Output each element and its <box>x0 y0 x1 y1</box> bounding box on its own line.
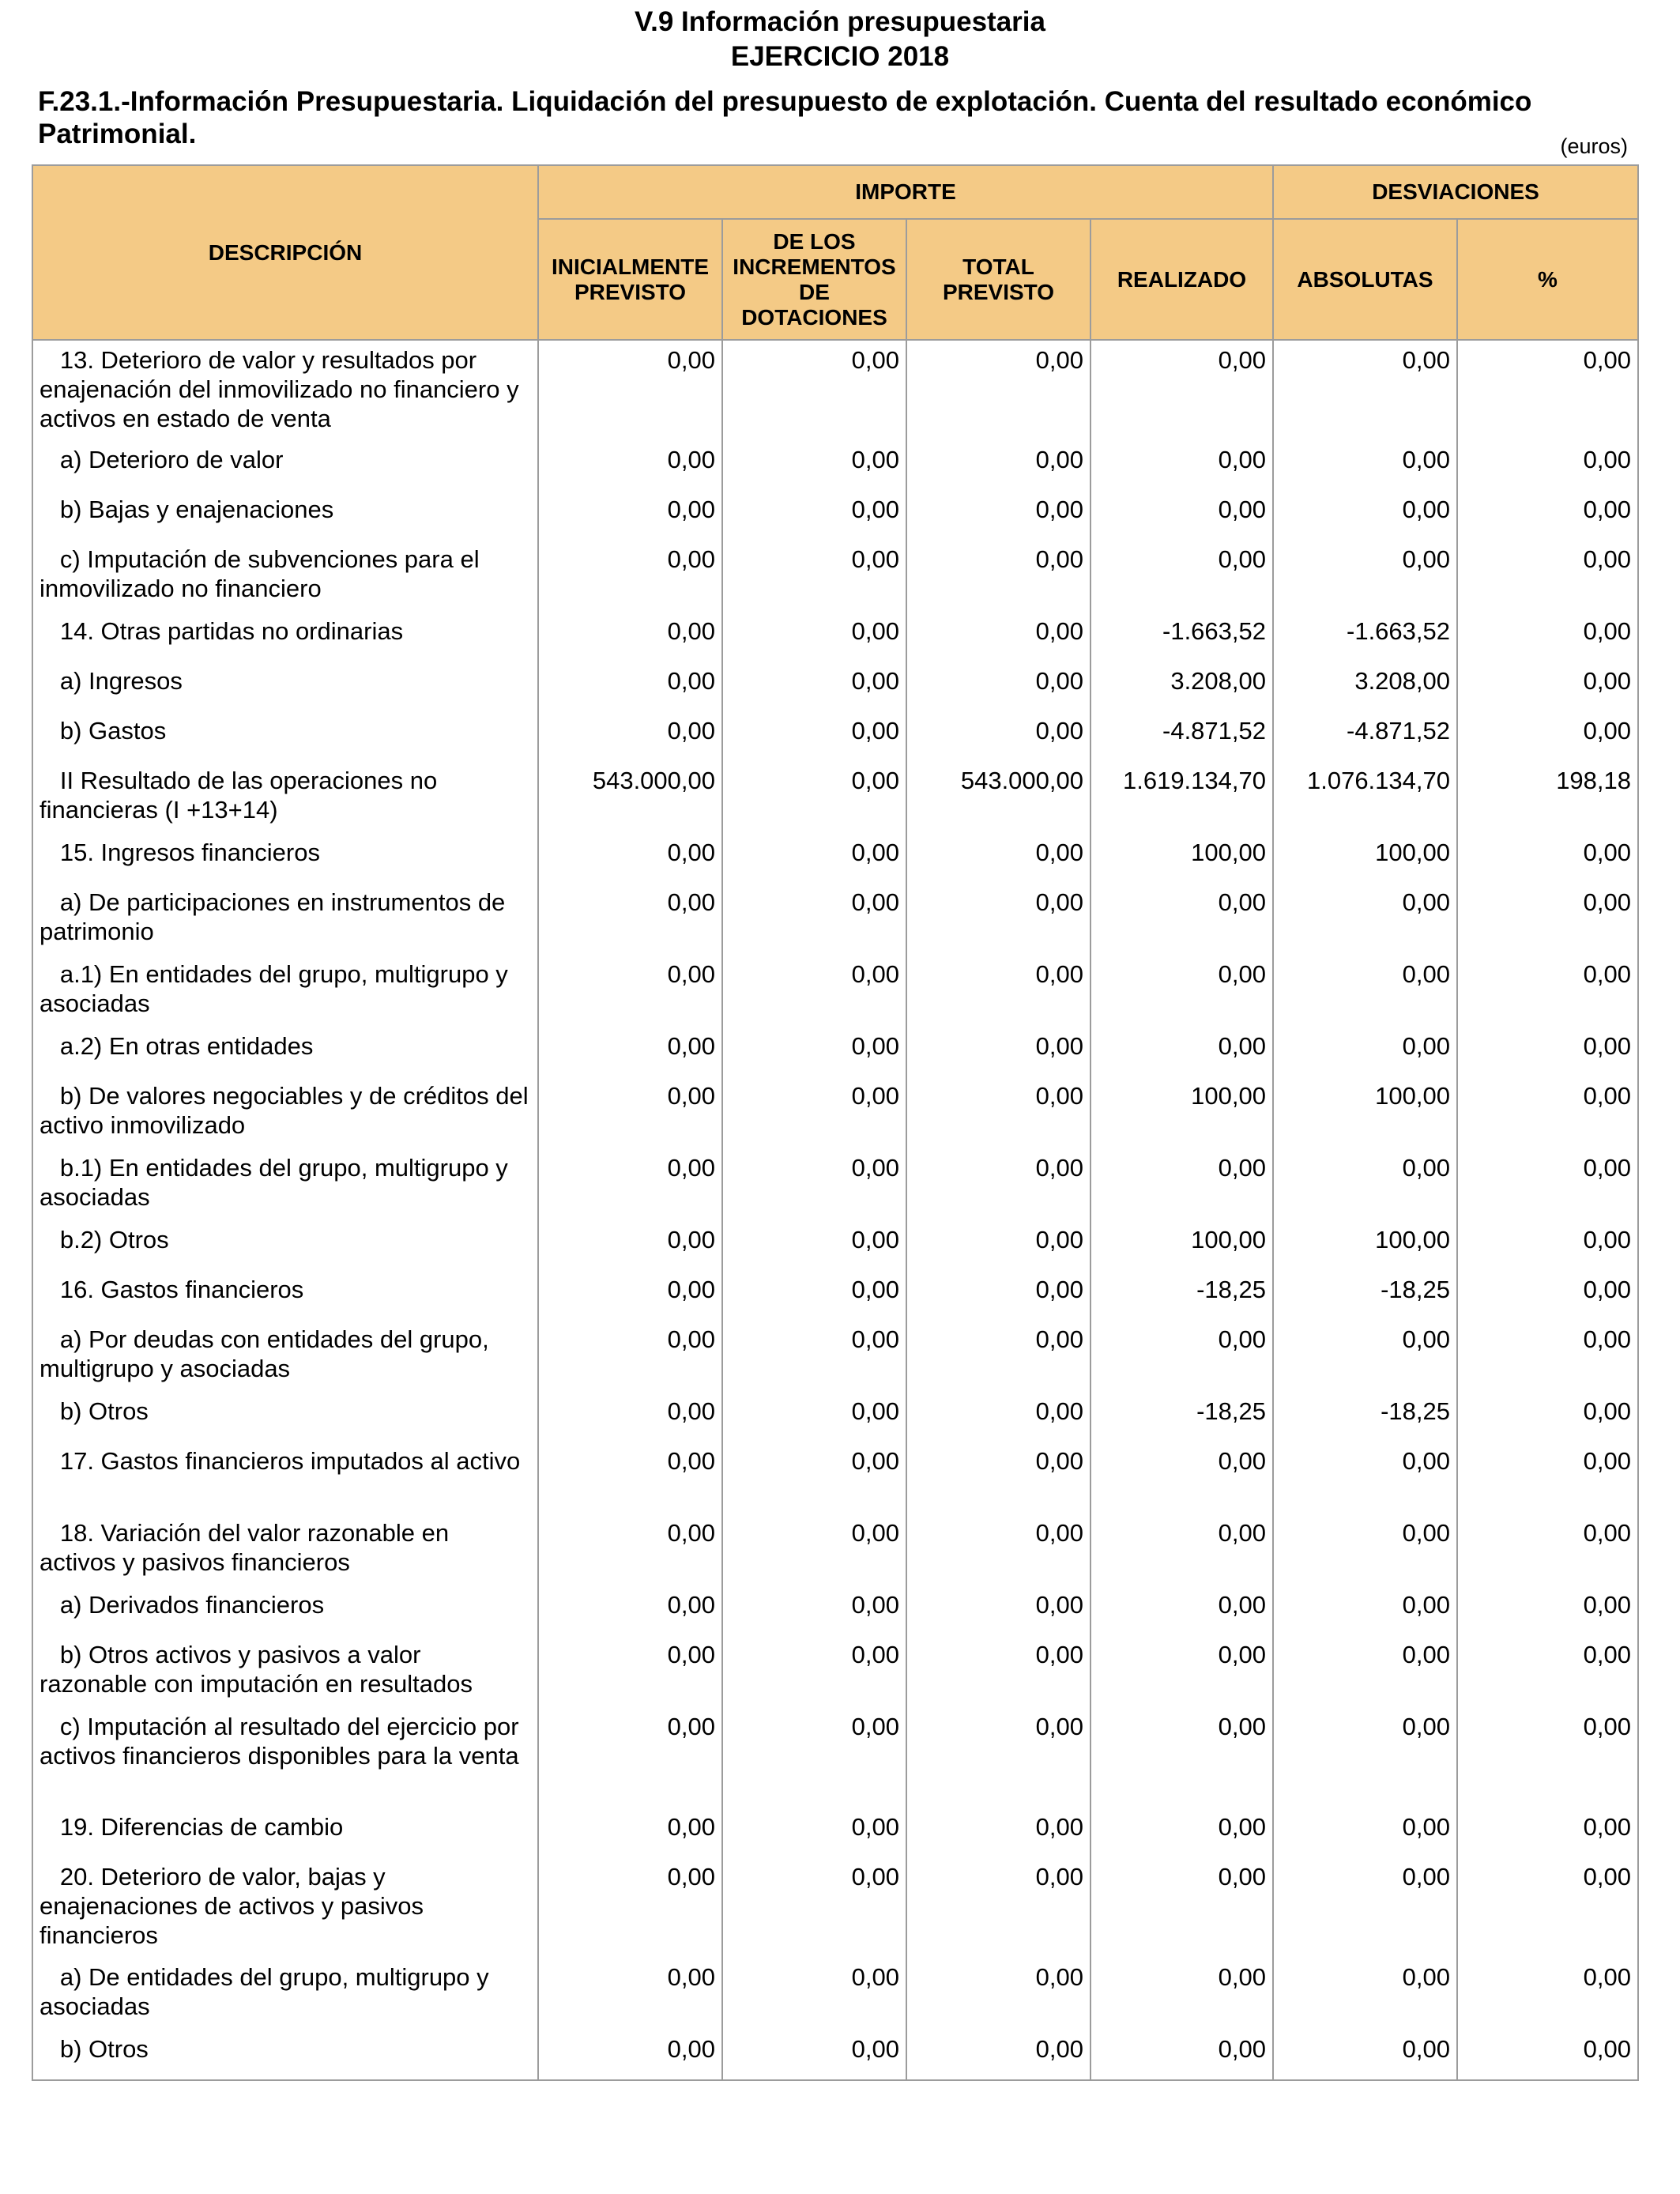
cell-incrementos: 0,00 <box>722 1148 906 1220</box>
table-row <box>32 1442 1638 1514</box>
cell-total: 0,00 <box>906 883 1090 955</box>
cell-inicial: 0,00 <box>538 440 722 490</box>
cell-total: 0,00 <box>906 1148 1090 1220</box>
cell-total: 0,00 <box>906 1027 1090 1076</box>
cell-pct: 0,00 <box>1457 1148 1638 1220</box>
cell-descripcion: b.1) En entidades del grupo, multigrupo y asociadas <box>32 1148 538 1220</box>
cell-total: 0,00 <box>906 1635 1090 1707</box>
col-header-pct: % <box>1457 219 1638 340</box>
cell-realizado: 0,00 <box>1090 1958 1273 2030</box>
cell-absolutas: 100,00 <box>1273 1220 1457 1270</box>
cell-inicial: 0,00 <box>538 1220 722 1270</box>
cell-total: 0,00 <box>906 1514 1090 1585</box>
cell-pct: 0,00 <box>1457 490 1638 540</box>
cell-incrementos: 0,00 <box>722 955 906 1027</box>
cell-absolutas: 0,00 <box>1273 1635 1457 1707</box>
cell-descripcion: b) Otros <box>32 1392 538 1442</box>
cell-incrementos: 0,00 <box>722 662 906 711</box>
table-row <box>32 490 1638 540</box>
budget-table <box>32 164 1639 2081</box>
cell-pct: 0,00 <box>1457 711 1638 761</box>
cell-descripcion: a.2) En otras entidades <box>32 1027 538 1076</box>
cell-realizado: -18,25 <box>1090 1270 1273 1320</box>
cell-incrementos: 0,00 <box>722 1585 906 1635</box>
cell-incrementos: 0,00 <box>722 612 906 662</box>
cell-realizado: 100,00 <box>1090 1220 1273 1270</box>
cell-pct: 0,00 <box>1457 1442 1638 1514</box>
cell-total: 543.000,00 <box>906 761 1090 833</box>
cell-pct: 0,00 <box>1457 1392 1638 1442</box>
table-row <box>32 1220 1638 1270</box>
table-row <box>32 440 1638 490</box>
table-row <box>32 612 1638 662</box>
cell-pct: 0,00 <box>1457 1857 1638 1958</box>
cell-absolutas: 0,00 <box>1273 1442 1457 1514</box>
cell-descripcion: 14. Otras partidas no ordinarias <box>32 612 538 662</box>
cell-total: 0,00 <box>906 1442 1090 1514</box>
cell-descripcion: b) Gastos <box>32 711 538 761</box>
cell-total: 0,00 <box>906 612 1090 662</box>
cell-inicial: 0,00 <box>538 490 722 540</box>
table-row <box>32 711 1638 761</box>
table-body <box>32 340 1638 2080</box>
cell-descripcion: a) Deterioro de valor <box>32 440 538 490</box>
cell-realizado: 1.619.134,70 <box>1090 761 1273 833</box>
cell-total: 0,00 <box>906 1270 1090 1320</box>
cell-pct: 0,00 <box>1457 440 1638 490</box>
cell-inicial: 0,00 <box>538 1514 722 1585</box>
cell-total: 0,00 <box>906 1076 1090 1148</box>
cell-descripcion: 18. Variación del valor razonable en activos y pasivos financieros <box>32 1514 538 1585</box>
cell-incrementos: 0,00 <box>722 711 906 761</box>
cell-total: 0,00 <box>906 340 1090 440</box>
cell-descripcion: 16. Gastos financieros <box>32 1270 538 1320</box>
cell-total: 0,00 <box>906 440 1090 490</box>
table-row <box>32 1585 1638 1635</box>
cell-pct: 0,00 <box>1457 1320 1638 1392</box>
cell-inicial: 543.000,00 <box>538 761 722 833</box>
col-header-absolutas: ABSOLUTAS <box>1273 219 1457 340</box>
cell-incrementos: 0,00 <box>722 540 906 612</box>
cell-absolutas: 0,00 <box>1273 1808 1457 1857</box>
col-header-realizado: REALIZADO <box>1090 219 1273 340</box>
table-row <box>32 540 1638 612</box>
cell-inicial: 0,00 <box>538 1148 722 1220</box>
cell-total: 0,00 <box>906 955 1090 1027</box>
cell-realizado: 0,00 <box>1090 955 1273 1027</box>
cell-pct: 0,00 <box>1457 1635 1638 1707</box>
cell-absolutas: 0,00 <box>1273 1514 1457 1585</box>
cell-pct: 0,00 <box>1457 833 1638 883</box>
cell-incrementos: 0,00 <box>722 1857 906 1958</box>
cell-absolutas: 0,00 <box>1273 1148 1457 1220</box>
cell-absolutas: 0,00 <box>1273 340 1457 440</box>
cell-descripcion: b) Bajas y enajenaciones <box>32 490 538 540</box>
cell-inicial: 0,00 <box>538 1076 722 1148</box>
table-row <box>32 1148 1638 1220</box>
cell-pct: 0,00 <box>1457 883 1638 955</box>
cell-inicial: 0,00 <box>538 1320 722 1392</box>
cell-incrementos: 0,00 <box>722 883 906 955</box>
cell-incrementos: 0,00 <box>722 1027 906 1076</box>
cell-pct: 0,00 <box>1457 1958 1638 2030</box>
cell-inicial: 0,00 <box>538 1442 722 1514</box>
table-row <box>32 1392 1638 1442</box>
cell-inicial: 0,00 <box>538 1027 722 1076</box>
cell-absolutas: 0,00 <box>1273 1958 1457 2030</box>
cell-incrementos: 0,00 <box>722 1320 906 1392</box>
cell-realizado: 0,00 <box>1090 1707 1273 1808</box>
cell-realizado: 0,00 <box>1090 1148 1273 1220</box>
header-group-row <box>32 165 1638 219</box>
cell-realizado: 0,00 <box>1090 490 1273 540</box>
cell-incrementos: 0,00 <box>722 1392 906 1442</box>
cell-incrementos: 0,00 <box>722 1220 906 1270</box>
cell-descripcion: a) De entidades del grupo, multigrupo y asociadas <box>32 1958 538 2030</box>
cell-realizado: 0,00 <box>1090 2030 1273 2080</box>
cell-absolutas: 0,00 <box>1273 490 1457 540</box>
cell-incrementos: 0,00 <box>722 340 906 440</box>
cell-incrementos: 0,00 <box>722 1707 906 1808</box>
cell-incrementos: 0,00 <box>722 1958 906 2030</box>
cell-total: 0,00 <box>906 1392 1090 1442</box>
cell-inicial: 0,00 <box>538 883 722 955</box>
cell-absolutas: -1.663,52 <box>1273 612 1457 662</box>
col-header-total: TOTAL PREVISTO <box>906 219 1090 340</box>
cell-total: 0,00 <box>906 1808 1090 1857</box>
cell-inicial: 0,00 <box>538 833 722 883</box>
cell-inicial: 0,00 <box>538 340 722 440</box>
cell-incrementos: 0,00 <box>722 2030 906 2080</box>
cell-incrementos: 0,00 <box>722 1442 906 1514</box>
cell-realizado: 0,00 <box>1090 1808 1273 1857</box>
section-title: V.9 Información presupuestaria <box>635 6 1045 37</box>
cell-absolutas: 0,00 <box>1273 1857 1457 1958</box>
cell-inicial: 0,00 <box>538 955 722 1027</box>
cell-pct: 0,00 <box>1457 1027 1638 1076</box>
cell-incrementos: 0,00 <box>722 1514 906 1585</box>
col-header-incrementos: DE LOS INCREMENTOS DE DOTACIONES <box>722 219 906 340</box>
cell-absolutas: 0,00 <box>1273 1707 1457 1808</box>
cell-realizado: 0,00 <box>1090 1585 1273 1635</box>
cell-inicial: 0,00 <box>538 1808 722 1857</box>
cell-inicial: 0,00 <box>538 1585 722 1635</box>
group-header-importe: IMPORTE <box>538 165 1273 219</box>
cell-realizado: 0,00 <box>1090 1635 1273 1707</box>
cell-absolutas: -18,25 <box>1273 1392 1457 1442</box>
col-header-inicial: INICIALMENTE PREVISTO <box>538 219 722 340</box>
cell-absolutas: 0,00 <box>1273 2030 1457 2080</box>
cell-descripcion: c) Imputación de subvenciones para el inmovilizado no financiero <box>32 540 538 612</box>
cell-realizado: -1.663,52 <box>1090 612 1273 662</box>
cell-descripcion: b) Otros activos y pasivos a valor razonable con imputación en resultados <box>32 1635 538 1707</box>
table-row <box>32 833 1638 883</box>
cell-descripcion: a) Por deudas con entidades del grupo, multigrupo y asociadas <box>32 1320 538 1392</box>
cell-absolutas: 3.208,00 <box>1273 662 1457 711</box>
cell-total: 0,00 <box>906 540 1090 612</box>
cell-total: 0,00 <box>906 1958 1090 2030</box>
table-row <box>32 1958 1638 2030</box>
table-row <box>32 1808 1638 1857</box>
cell-realizado: 0,00 <box>1090 340 1273 440</box>
cell-inicial: 0,00 <box>538 540 722 612</box>
cell-realizado: 100,00 <box>1090 833 1273 883</box>
cell-total: 0,00 <box>906 833 1090 883</box>
group-header-desviaciones: DESVIACIONES <box>1273 165 1638 219</box>
cell-absolutas: -18,25 <box>1273 1270 1457 1320</box>
cell-realizado: 0,00 <box>1090 540 1273 612</box>
cell-inicial: 0,00 <box>538 1392 722 1442</box>
cell-descripcion: II Resultado de las operaciones no financieras (I +13+14) <box>32 761 538 833</box>
cell-absolutas: 0,00 <box>1273 1320 1457 1392</box>
cell-pct: 0,00 <box>1457 340 1638 440</box>
cell-descripcion: 13. Deterioro de valor y resultados por enajenación del inmovilizado no financiero y activos en estado de venta <box>32 340 538 440</box>
cell-total: 0,00 <box>906 1707 1090 1808</box>
exercise-title: EJERCICIO 2018 <box>730 41 950 72</box>
cell-incrementos: 0,00 <box>722 490 906 540</box>
cell-descripcion: 20. Deterioro de valor, bajas y enajenaciones de activos y pasivos financieros <box>32 1857 538 1958</box>
cell-absolutas: 0,00 <box>1273 1027 1457 1076</box>
cell-pct: 0,00 <box>1457 1514 1638 1585</box>
cell-realizado: 3.208,00 <box>1090 662 1273 711</box>
cell-incrementos: 0,00 <box>722 440 906 490</box>
cell-descripcion: b) De valores negociables y de créditos del activo inmovilizado <box>32 1076 538 1148</box>
cell-inicial: 0,00 <box>538 1958 722 2030</box>
cell-descripcion: a) Ingresos <box>32 662 538 711</box>
units-label: (euros) <box>1560 134 1628 158</box>
cell-realizado: 0,00 <box>1090 1027 1273 1076</box>
cell-total: 0,00 <box>906 2030 1090 2080</box>
table-row <box>32 1635 1638 1707</box>
cell-descripcion: b.2) Otros <box>32 1220 538 1270</box>
cell-absolutas: 1.076.134,70 <box>1273 761 1457 833</box>
cell-realizado: 100,00 <box>1090 1076 1273 1148</box>
cell-pct: 0,00 <box>1457 1707 1638 1808</box>
form-title: F.23.1.-Información Presupuestaria. Liquidación del presupuesto de explotación. Cuenta del resultado económico Patrimonial. <box>38 86 1532 149</box>
table-row <box>32 2030 1638 2080</box>
cell-inicial: 0,00 <box>538 612 722 662</box>
cell-descripcion: a) Derivados financieros <box>32 1585 538 1635</box>
cell-realizado: 0,00 <box>1090 1320 1273 1392</box>
cell-absolutas: 0,00 <box>1273 883 1457 955</box>
table-row <box>32 662 1638 711</box>
cell-inicial: 0,00 <box>538 1635 722 1707</box>
cell-descripcion: c) Imputación al resultado del ejercicio por activos financieros disponibles para la venta <box>32 1707 538 1808</box>
cell-total: 0,00 <box>906 711 1090 761</box>
cell-incrementos: 0,00 <box>722 1808 906 1857</box>
col-header-descripcion: DESCRIPCIÓN <box>32 165 538 340</box>
cell-descripcion: a.1) En entidades del grupo, multigrupo y asociadas <box>32 955 538 1027</box>
cell-pct: 0,00 <box>1457 662 1638 711</box>
cell-inicial: 0,00 <box>538 1707 722 1808</box>
cell-descripcion: 19. Diferencias de cambio <box>32 1808 538 1857</box>
cell-inicial: 0,00 <box>538 1857 722 1958</box>
cell-total: 0,00 <box>906 662 1090 711</box>
table-row <box>32 1320 1638 1392</box>
cell-pct: 0,00 <box>1457 1585 1638 1635</box>
cell-pct: 198,18 <box>1457 761 1638 833</box>
cell-inicial: 0,00 <box>538 711 722 761</box>
cell-absolutas: -4.871,52 <box>1273 711 1457 761</box>
cell-incrementos: 0,00 <box>722 761 906 833</box>
cell-inicial: 0,00 <box>538 1270 722 1320</box>
cell-pct: 0,00 <box>1457 1220 1638 1270</box>
cell-pct: 0,00 <box>1457 1808 1638 1857</box>
cell-pct: 0,00 <box>1457 612 1638 662</box>
cell-absolutas: 0,00 <box>1273 1585 1457 1635</box>
table-row <box>32 1707 1638 1808</box>
table-row <box>32 340 1638 440</box>
cell-descripcion: 17. Gastos financieros imputados al activo <box>32 1442 538 1514</box>
cell-pct: 0,00 <box>1457 1076 1638 1148</box>
table-row <box>32 883 1638 955</box>
cell-realizado: -4.871,52 <box>1090 711 1273 761</box>
table-row <box>32 1514 1638 1585</box>
cell-descripcion: a) De participaciones en instrumentos de patrimonio <box>32 883 538 955</box>
cell-realizado: 0,00 <box>1090 1514 1273 1585</box>
cell-absolutas: 100,00 <box>1273 833 1457 883</box>
cell-realizado: -18,25 <box>1090 1392 1273 1442</box>
cell-incrementos: 0,00 <box>722 833 906 883</box>
cell-inicial: 0,00 <box>538 662 722 711</box>
table-row <box>32 761 1638 833</box>
cell-absolutas: 0,00 <box>1273 440 1457 490</box>
cell-total: 0,00 <box>906 1320 1090 1392</box>
cell-realizado: 0,00 <box>1090 1857 1273 1958</box>
table-row <box>32 1027 1638 1076</box>
cell-pct: 0,00 <box>1457 1270 1638 1320</box>
cell-incrementos: 0,00 <box>722 1270 906 1320</box>
cell-total: 0,00 <box>906 1220 1090 1270</box>
cell-pct: 0,00 <box>1457 2030 1638 2080</box>
cell-pct: 0,00 <box>1457 955 1638 1027</box>
cell-realizado: 0,00 <box>1090 883 1273 955</box>
cell-realizado: 0,00 <box>1090 1442 1273 1514</box>
cell-total: 0,00 <box>906 1857 1090 1958</box>
cell-absolutas: 100,00 <box>1273 1076 1457 1148</box>
cell-absolutas: 0,00 <box>1273 955 1457 1027</box>
table-row <box>32 955 1638 1027</box>
table-row <box>32 1857 1638 1958</box>
cell-realizado: 0,00 <box>1090 440 1273 490</box>
cell-total: 0,00 <box>906 1585 1090 1635</box>
table-row <box>32 1076 1638 1148</box>
table-row <box>32 1270 1638 1320</box>
cell-incrementos: 0,00 <box>722 1635 906 1707</box>
cell-descripcion: 15. Ingresos financieros <box>32 833 538 883</box>
cell-pct: 0,00 <box>1457 540 1638 612</box>
cell-inicial: 0,00 <box>538 2030 722 2080</box>
cell-absolutas: 0,00 <box>1273 540 1457 612</box>
cell-incrementos: 0,00 <box>722 1076 906 1148</box>
cell-total: 0,00 <box>906 490 1090 540</box>
cell-descripcion: b) Otros <box>32 2030 538 2080</box>
